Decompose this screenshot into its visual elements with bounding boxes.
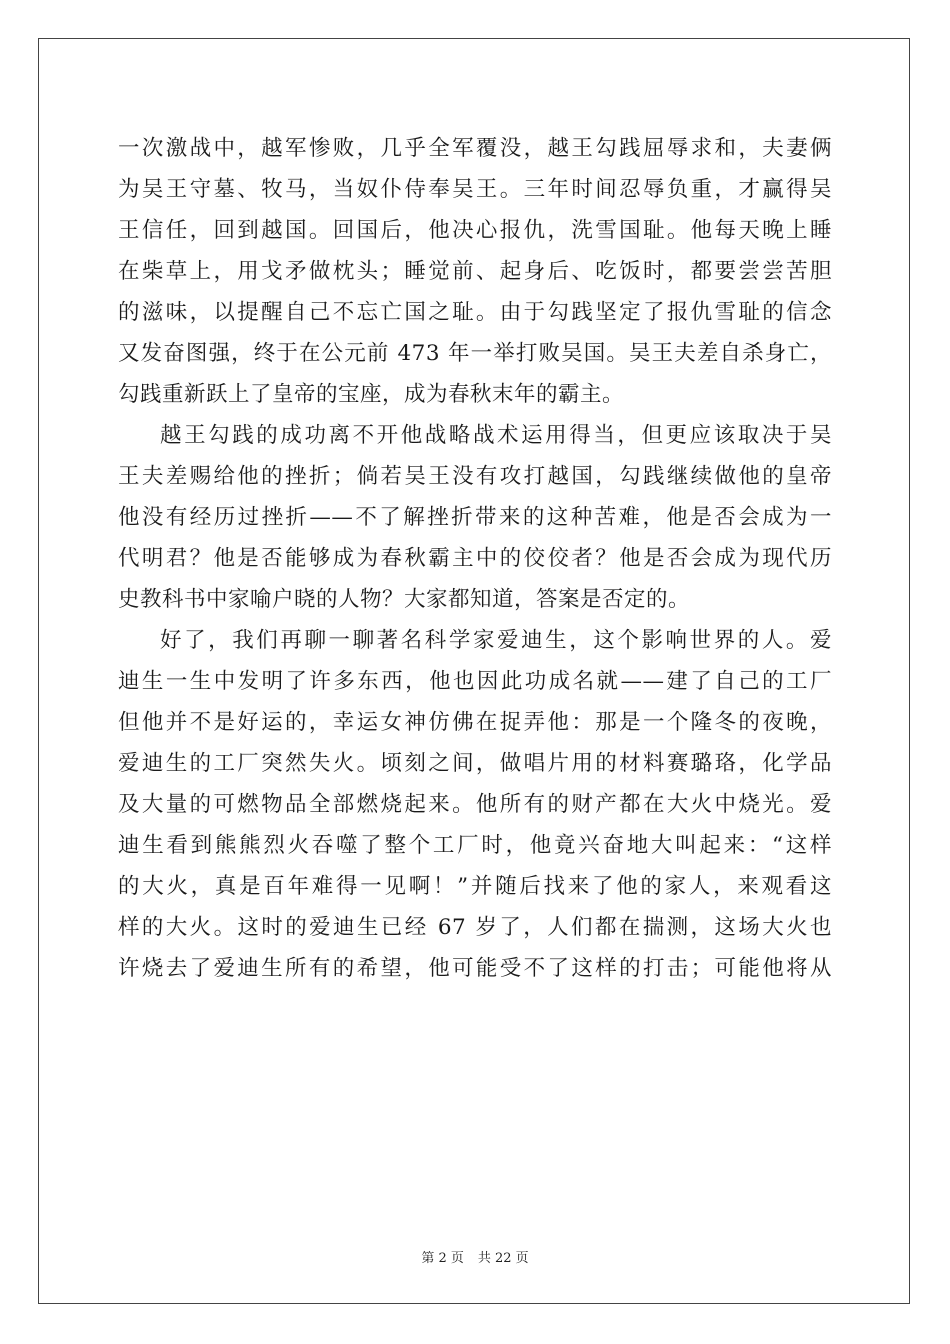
text-line: 一次激战中，越军惨败，几乎全军覆没，越王勾践屈辱求和，夫妻俩 — [118, 136, 832, 161]
total-pages: 共 22 页 — [477, 1251, 529, 1266]
text-line: 为吴王守墓、牧马，当奴仆侍奉吴王。三年时间忍辱负重，才赢得吴 — [118, 177, 832, 202]
text-line: 迪生一生中发明了许多东西，他也因此功成名就——建了自己的工厂 — [118, 669, 832, 694]
text-line: 好了，我们再聊一聊著名科学家爱迪生，这个影响世界的人。爱 — [160, 628, 832, 653]
text-line: 的大火，真是百年难得一见啊！”并随后找来了他的家人，来观看这 — [118, 874, 832, 899]
text-line: 的滋味，以提醒自己不忘亡国之耻。由于勾践坚定了报仇雪耻的信念 — [118, 300, 832, 325]
page-footer — [0, 1247, 950, 1266]
text-line: 他没有经历过挫折——不了解挫折带来的这种苦难，他是否会成为一 — [118, 505, 832, 530]
text-line: 爱迪生的工厂突然失火。顷刻之间，做唱片用的材料赛璐珞，化学品 — [118, 751, 832, 776]
text-line: 勾践重新跃上了皇帝的宝座，成为春秋末年的霸主。 — [118, 382, 625, 407]
text-line: 又发奋图强，终于在公元前 473 年一举打败吴国。吴王夫差自杀身亡， — [118, 341, 832, 366]
text-line: 迪生看到熊熊烈火吞噬了整个工厂时，他竟兴奋地大叫起来：“这样 — [118, 833, 832, 858]
document-body — [118, 128, 832, 989]
text-line: 及大量的可燃物品全部燃烧起来。他所有的财产都在大火中烧光。爱 — [118, 792, 832, 817]
paragraph-1 — [118, 128, 832, 415]
paragraph-2 — [118, 415, 832, 620]
page-number: 第 2 页 — [421, 1251, 464, 1266]
text-line: 王信任，回到越国。回国后，他决心报仇，洗雪国耻。他每天晚上睡 — [118, 218, 832, 243]
text-line: 史教科书中家喻户晓的人物？大家都知道，答案是否定的。 — [118, 587, 691, 612]
text-line: 许烧去了爱迪生所有的希望，他可能受不了这样的打击；可能他将从 — [118, 956, 832, 981]
text-line: 样的大火。这时的爱迪生已经 67 岁了，人们都在揣测，这场大火也 — [118, 915, 832, 940]
text-line: 越王勾践的成功离不开他战略战术运用得当，但更应该取决于吴 — [160, 423, 832, 448]
paragraph-3 — [118, 620, 832, 989]
text-line: 王夫差赐给他的挫折；倘若吴王没有攻打越国，勾践继续做他的皇帝 — [118, 464, 832, 489]
text-line: 在柴草上，用戈矛做枕头；睡觉前、起身后、吃饭时，都要尝尝苦胆 — [118, 259, 832, 284]
text-line: 但他并不是好运的，幸运女神仿佛在捉弄他：那是一个隆冬的夜晚， — [118, 710, 832, 735]
text-line: 代明君？他是否能够成为春秋霸主中的佼佼者？他是否会成为现代历 — [118, 546, 832, 571]
